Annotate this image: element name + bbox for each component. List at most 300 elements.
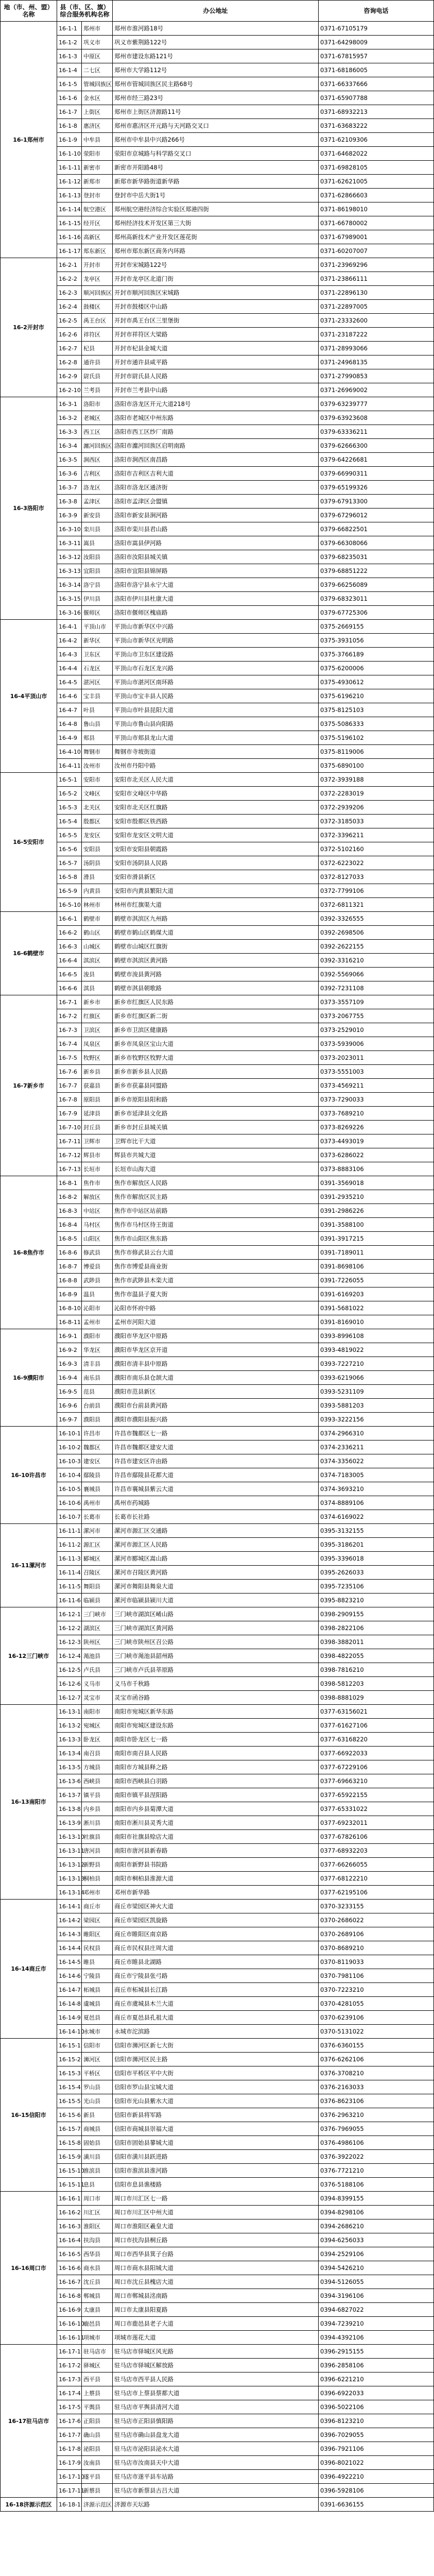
address-cell: 南阳市唐河县新春路 [113, 1844, 319, 1858]
row-id-cell: 16-3-11 [57, 536, 82, 550]
address-cell: 信阳市浉河区新七大街 [113, 2039, 319, 2053]
table-row [1, 300, 434, 314]
row-id-cell: 16-13-9 [57, 1816, 82, 1830]
county-name-cell: 唐河县 [82, 1844, 113, 1858]
phone-cell: 0372-2939206 [319, 801, 434, 815]
county-name-cell: 舞钢市 [82, 745, 113, 759]
row-id-cell: 16-10-7 [57, 1510, 82, 1524]
phone-cell: 0376-7721210 [319, 2164, 434, 2178]
table-row [1, 856, 434, 870]
county-name-cell: 商城县 [82, 2122, 113, 2136]
table-row [1, 22, 434, 36]
phone-cell: 0396-5928106 [319, 2484, 434, 2498]
phone-cell: 0370-8689210 [319, 1941, 434, 1955]
row-id-cell: 16-1-3 [57, 49, 82, 63]
county-name-cell: 驻马店市 [82, 2345, 113, 2359]
table-row [1, 202, 434, 216]
row-id-cell: 16-10-2 [57, 1440, 82, 1454]
table-row [1, 2261, 434, 2275]
county-name-cell: 罗山县 [82, 2080, 113, 2094]
row-id-cell: 16-5-1 [57, 773, 82, 787]
table-row [1, 328, 434, 342]
table-row [1, 2386, 434, 2400]
table-row [1, 481, 434, 495]
county-name-cell: 杞县 [82, 342, 113, 355]
county-name-cell: 安阳市 [82, 773, 113, 787]
phone-cell: 0370-3233155 [319, 1900, 434, 1913]
county-name-cell: 虞城县 [82, 1997, 113, 2011]
county-name-cell: 陕州区 [82, 1635, 113, 1649]
phone-cell: 0373-2529010 [319, 1023, 434, 1037]
county-name-cell: 召陵区 [82, 1566, 113, 1580]
table-row [1, 1760, 434, 1774]
county-name-cell: 孟津区 [82, 495, 113, 509]
county-name-cell: 宜阳县 [82, 564, 113, 578]
phone-cell: 0371-67815957 [319, 49, 434, 63]
address-cell: 周口市川汇区中州大道 [113, 2206, 319, 2219]
row-id-cell: 16-7-12 [57, 1148, 82, 1162]
table-row [1, 717, 434, 731]
address-cell: 鹤壁市山城区红旗街 [113, 940, 319, 954]
city-name-cell: 16-16周口市 [1, 2192, 57, 2345]
phone-cell: 0379-63336211 [319, 425, 434, 439]
table-row [1, 675, 434, 689]
table-row [1, 1621, 434, 1635]
row-id-cell: 16-5-2 [57, 787, 82, 801]
phone-cell: 0371-66337666 [319, 77, 434, 91]
row-id-cell: 16-4-3 [57, 648, 82, 662]
phone-cell: 0398-2909155 [319, 1607, 434, 1621]
row-id-cell: 16-10-1 [57, 1427, 82, 1440]
county-name-cell: 山阳区 [82, 1232, 113, 1246]
row-id-cell: 16-3-7 [57, 481, 82, 495]
row-id-cell: 16-3-3 [57, 425, 82, 439]
row-id-cell: 16-5-3 [57, 801, 82, 815]
table-row [1, 1913, 434, 1927]
table-row [1, 1482, 434, 1496]
address-cell: 开封市尉氏县人民路 [113, 369, 319, 383]
address-cell: 濮阳市濮阳县振兴路 [113, 1413, 319, 1427]
address-cell: 开封市兰考县中山路 [113, 383, 319, 397]
row-id-cell: 16-1-6 [57, 91, 82, 105]
phone-cell: 0379-63923608 [319, 411, 434, 425]
row-id-cell: 16-9-3 [57, 1357, 82, 1371]
county-name-cell: 邓州市 [82, 1886, 113, 1900]
row-id-cell: 16-7-3 [57, 1023, 82, 1037]
phone-cell: 0371-28993066 [319, 342, 434, 355]
row-id-cell: 16-16-5 [57, 2247, 82, 2261]
table-row [1, 2275, 434, 2289]
address-cell: 信阳市新县将军路 [113, 2108, 319, 2122]
row-id-cell: 16-13-5 [57, 1760, 82, 1774]
phone-cell: 0377-69232011 [319, 1816, 434, 1830]
row-id-cell: 16-4-5 [57, 675, 82, 689]
county-name-cell: 航空港区 [82, 202, 113, 216]
table-row [1, 2094, 434, 2108]
phone-cell: 0371-67989001 [319, 230, 434, 244]
row-id-cell: 16-4-7 [57, 703, 82, 717]
address-cell: 商丘市柘城县长江路 [113, 1983, 319, 1997]
county-name-cell: 鹤山区 [82, 926, 113, 940]
table-row [1, 230, 434, 244]
row-id-cell: 16-16-8 [57, 2289, 82, 2303]
row-id-cell: 16-12-6 [57, 1677, 82, 1691]
phone-cell: 0391-3588100 [319, 1218, 434, 1232]
table-row [1, 383, 434, 397]
county-name-cell: 辉县市 [82, 1148, 113, 1162]
address-cell: 焦作市中站区站前路 [113, 1204, 319, 1218]
row-id-cell: 16-14-2 [57, 1913, 82, 1927]
phone-cell: 0376-4986106 [319, 2136, 434, 2150]
row-id-cell: 16-4-10 [57, 745, 82, 759]
phone-cell: 0377-63156021 [319, 1705, 434, 1719]
phone-cell: 0391-3569018 [319, 1176, 434, 1190]
county-name-cell: 内乡县 [82, 1802, 113, 1816]
table-row [1, 439, 434, 453]
phone-cell: 0392-3316210 [319, 954, 434, 968]
table-row [1, 648, 434, 662]
row-id-cell: 16-3-8 [57, 495, 82, 509]
row-id-cell: 16-8-8 [57, 1274, 82, 1287]
row-id-cell: 16-2-9 [57, 369, 82, 383]
row-id-cell: 16-14-10 [57, 2025, 82, 2039]
row-id-cell: 16-16-7 [57, 2275, 82, 2289]
row-id-cell: 16-13-3 [57, 1733, 82, 1747]
row-id-cell: 16-6-2 [57, 926, 82, 940]
row-id-cell: 16-10-5 [57, 1482, 82, 1496]
row-id-cell: 16-16-4 [57, 2233, 82, 2247]
county-name-cell: 吉利区 [82, 467, 113, 481]
table-row [1, 1190, 434, 1204]
phone-cell: 0371-63683222 [319, 119, 434, 133]
phone-cell: 0372-3939188 [319, 773, 434, 787]
row-id-cell: 16-3-16 [57, 606, 82, 620]
table-row [1, 1552, 434, 1566]
row-id-cell: 16-2-3 [57, 286, 82, 300]
county-name-cell: 光山县 [82, 2094, 113, 2108]
county-name-cell: 睢县 [82, 1955, 113, 1969]
row-id-cell: 16-2-2 [57, 272, 82, 286]
phone-cell: 0396-7029055 [319, 2428, 434, 2442]
phone-cell: 0377-66266055 [319, 1858, 434, 1872]
table-row [1, 1051, 434, 1065]
row-id-cell: 16-13-13 [57, 1872, 82, 1886]
county-name-cell: 许昌市 [82, 1427, 113, 1440]
county-name-cell: 商水县 [82, 2261, 113, 2275]
address-cell: 南阳市镇平县涅阳路 [113, 1788, 319, 1802]
phone-cell: 0391-8698106 [319, 1260, 434, 1274]
row-id-cell: 16-11-3 [57, 1552, 82, 1566]
table-row [1, 787, 434, 801]
county-name-cell: 永城市 [82, 2025, 113, 2039]
table-row [1, 1413, 434, 1427]
county-name-cell: 南乐县 [82, 1371, 113, 1385]
phone-cell: 0379-66308066 [319, 536, 434, 550]
address-cell: 开封市顺河回族区宋城路 [113, 286, 319, 300]
county-name-cell: 武陟县 [82, 1274, 113, 1287]
address-cell: 平顶山市叶县昆阳大道 [113, 703, 319, 717]
city-name-cell: 16-4平顶山市 [1, 620, 57, 773]
table-row [1, 216, 434, 230]
address-cell: 洛阳市嵩县伊河路 [113, 536, 319, 550]
county-name-cell: 渑池县 [82, 1649, 113, 1663]
table-row [1, 1287, 434, 1301]
row-id-cell: 16-2-6 [57, 328, 82, 342]
phone-cell: 0374-7183005 [319, 1468, 434, 1482]
row-id-cell: 16-14-3 [57, 1927, 82, 1941]
table-row [1, 1023, 434, 1037]
county-name-cell: 汝阳县 [82, 550, 113, 564]
address-cell: 漯河市源汇区人民路 [113, 1538, 319, 1552]
table-row [1, 1260, 434, 1274]
county-name-cell: 湛河区 [82, 675, 113, 689]
row-id-cell: 16-13-6 [57, 1774, 82, 1788]
address-cell: 邓州市新华路 [113, 1886, 319, 1900]
county-name-cell: 确山县 [82, 2428, 113, 2442]
county-name-cell: 遂平县 [82, 2470, 113, 2484]
row-id-cell: 16-2-1 [57, 258, 82, 272]
county-name-cell: 温县 [82, 1287, 113, 1301]
address-cell: 洛阳市西工区纱厂南路 [113, 425, 319, 439]
table-row [1, 119, 434, 133]
address-cell: 郑州市管城回族区民主路68号 [113, 77, 319, 91]
county-name-cell: 中站区 [82, 1204, 113, 1218]
address-cell: 濮阳市华龙区京开道 [113, 1343, 319, 1357]
address-cell: 焦作市马村区待王街道 [113, 1218, 319, 1232]
phone-cell: 0395-3396018 [319, 1552, 434, 1566]
address-cell: 周口市鹿邑县老子大道 [113, 2317, 319, 2331]
address-cell: 长垣市山海大道 [113, 1162, 319, 1176]
city-name-cell: 16-15信阳市 [1, 2039, 57, 2192]
county-name-cell: 中原区 [82, 49, 113, 63]
address-cell: 许昌市襄城县紫云大道 [113, 1482, 319, 1496]
phone-cell: 0394-2529106 [319, 2247, 434, 2261]
phone-cell: 0379-67296012 [319, 509, 434, 522]
county-name-cell: 郏县 [82, 731, 113, 745]
address-cell: 洛阳市宜阳县锦屏路 [113, 564, 319, 578]
phone-cell: 0373-3557109 [319, 995, 434, 1009]
row-id-cell: 16-1-7 [57, 105, 82, 119]
phone-cell: 0377-66922033 [319, 1747, 434, 1760]
row-id-cell: 16-9-2 [57, 1343, 82, 1357]
phone-cell: 0394-8399155 [319, 2192, 434, 2206]
row-id-cell: 16-7-9 [57, 1107, 82, 1121]
address-cell: 平顶山市鲁山县向阳路 [113, 717, 319, 731]
table-row [1, 703, 434, 717]
address-cell: 郑州市上街区济源路11号 [113, 105, 319, 119]
phone-cell: 0371-69828105 [319, 161, 434, 175]
phone-cell: 0373-5551003 [319, 1065, 434, 1079]
table-row [1, 2414, 434, 2428]
table-row [1, 1468, 434, 1482]
city-name-cell: 16-12三门峡市 [1, 1607, 57, 1705]
row-id-cell: 16-7-2 [57, 1009, 82, 1023]
row-id-cell: 16-5-6 [57, 842, 82, 856]
row-id-cell: 16-1-17 [57, 244, 82, 258]
county-name-cell: 宛城区 [82, 1719, 113, 1733]
county-name-cell: 卫滨区 [82, 1023, 113, 1037]
phone-cell: 0379-64226681 [319, 453, 434, 467]
header-phone: 咨询电话 [319, 1, 434, 22]
table-row [1, 1677, 434, 1691]
county-name-cell: 汝州市 [82, 759, 113, 773]
table-row [1, 1788, 434, 1802]
row-id-cell: 16-10-4 [57, 1468, 82, 1482]
table-row [1, 578, 434, 592]
row-id-cell: 16-17-11 [57, 2484, 82, 2498]
county-name-cell: 中牟县 [82, 133, 113, 147]
table-row [1, 1218, 434, 1232]
address-cell: 郑州市经三路23号 [113, 91, 319, 105]
table-row [1, 495, 434, 509]
table-row [1, 1093, 434, 1107]
phone-cell: 0377-63168220 [319, 1733, 434, 1747]
phone-cell: 0396-8123210 [319, 2414, 434, 2428]
county-name-cell: 商丘市 [82, 1900, 113, 1913]
address-cell: 信阳市浉河区民主路 [113, 2053, 319, 2066]
row-id-cell: 16-9-6 [57, 1399, 82, 1413]
phone-cell: 0371-60207007 [319, 244, 434, 258]
phone-cell: 0391-7189011 [319, 1246, 434, 1260]
row-id-cell: 16-1-15 [57, 216, 82, 230]
phone-cell: 0379-68323011 [319, 592, 434, 606]
table-row [1, 161, 434, 175]
county-name-cell: 开封市 [82, 258, 113, 272]
county-name-cell: 郑州市 [82, 22, 113, 36]
county-name-cell: 卢氏县 [82, 1663, 113, 1677]
table-row [1, 342, 434, 355]
phone-cell: 0393-8996108 [319, 1329, 434, 1343]
phone-cell: 0395-3132155 [319, 1524, 434, 1538]
county-name-cell: 洛阳市 [82, 397, 113, 411]
row-id-cell: 16-17-7 [57, 2428, 82, 2442]
phone-cell: 0392-7231108 [319, 981, 434, 995]
row-id-cell: 16-5-7 [57, 856, 82, 870]
phone-cell: 0379-67725306 [319, 606, 434, 620]
address-cell: 信阳市潢川县跃进路 [113, 2150, 319, 2164]
phone-cell: 0370-5131022 [319, 2025, 434, 2039]
address-cell: 安阳市内黄县繁阳大道 [113, 884, 319, 898]
phone-cell: 0371-62866603 [319, 189, 434, 202]
table-row [1, 1121, 434, 1134]
table-row [1, 2484, 434, 2498]
phone-cell: 0371-26969002 [319, 383, 434, 397]
address-cell: 濮阳市台前县黄河路 [113, 1399, 319, 1413]
phone-cell: 0376-6262106 [319, 2053, 434, 2066]
phone-cell: 0394-6827022 [319, 2303, 434, 2317]
county-name-cell: 延津县 [82, 1107, 113, 1121]
table-row [1, 2359, 434, 2372]
row-id-cell: 16-7-1 [57, 995, 82, 1009]
phone-cell: 0374-2966310 [319, 1427, 434, 1440]
row-id-cell: 16-10-6 [57, 1496, 82, 1510]
phone-cell: 0371-22896130 [319, 286, 434, 300]
county-name-cell: 浚县 [82, 968, 113, 981]
county-name-cell: 济源示范区 [82, 2498, 113, 2512]
table-row [1, 828, 434, 842]
table-row [1, 1635, 434, 1649]
row-id-cell: 16-6-3 [57, 940, 82, 954]
row-id-cell: 16-17-10 [57, 2470, 82, 2484]
row-id-cell: 16-8-3 [57, 1204, 82, 1218]
phone-cell: 0377-61627106 [319, 1719, 434, 1733]
table-row [1, 1816, 434, 1830]
table-row [1, 1538, 434, 1552]
address-cell: 南阳市方城县释之路 [113, 1760, 319, 1774]
phone-cell: 0375-4930612 [319, 675, 434, 689]
table-row [1, 1830, 434, 1844]
phone-cell: 0379-68851222 [319, 564, 434, 578]
table-row [1, 286, 434, 300]
row-id-cell: 16-8-4 [57, 1218, 82, 1232]
table-row [1, 2470, 434, 2484]
table-row [1, 1872, 434, 1886]
county-name-cell: 台前县 [82, 1399, 113, 1413]
phone-cell: 0379-65199326 [319, 481, 434, 495]
table-row [1, 509, 434, 522]
address-cell: 焦作市解放区民主路 [113, 1190, 319, 1204]
phone-cell: 0371-22897005 [319, 300, 434, 314]
address-cell: 洛阳市栾川县君山路 [113, 522, 319, 536]
phone-cell: 0395-8823210 [319, 1594, 434, 1607]
table-row [1, 453, 434, 467]
county-name-cell: 新乡县 [82, 1065, 113, 1079]
table-row [1, 1427, 434, 1440]
county-name-cell: 潢川县 [82, 2150, 113, 2164]
city-name-cell: 16-17驻马店市 [1, 2345, 57, 2498]
phone-cell: 0371-23187222 [319, 328, 434, 342]
row-id-cell: 16-9-4 [57, 1371, 82, 1385]
phone-cell: 0379-67913300 [319, 495, 434, 509]
phone-cell: 0370-7981106 [319, 1969, 434, 1983]
row-id-cell: 16-15-6 [57, 2108, 82, 2122]
phone-cell: 0376-5188106 [319, 2178, 434, 2192]
county-name-cell: 方城县 [82, 1760, 113, 1774]
table-row [1, 36, 434, 49]
county-name-cell: 兰考县 [82, 383, 113, 397]
phone-cell: 0393-5231109 [319, 1385, 434, 1399]
county-name-cell: 淅川县 [82, 1816, 113, 1830]
row-id-cell: 16-9-7 [57, 1413, 82, 1427]
address-cell: 洛阳市吉利区吉利大道 [113, 467, 319, 481]
phone-cell: 0398-5812203 [319, 1677, 434, 1691]
table-row [1, 773, 434, 787]
address-cell: 安阳市殷都区铁西路 [113, 815, 319, 828]
phone-cell: 0374-3693210 [319, 1482, 434, 1496]
phone-cell: 0391-6636155 [319, 2498, 434, 2512]
row-id-cell: 16-8-10 [57, 1301, 82, 1315]
county-name-cell: 郑东新区 [82, 244, 113, 258]
county-name-cell: 内黄县 [82, 884, 113, 898]
table-row [1, 536, 434, 550]
address-cell: 焦作市解放区人民路 [113, 1176, 319, 1190]
phone-cell: 0396-6221210 [319, 2372, 434, 2386]
address-cell: 驻马店市驿城区解放路 [113, 2359, 319, 2372]
phone-cell: 0394-2686210 [319, 2219, 434, 2233]
county-name-cell: 金水区 [82, 91, 113, 105]
county-name-cell: 文峰区 [82, 787, 113, 801]
county-name-cell: 义马市 [82, 1677, 113, 1691]
table-row [1, 1691, 434, 1705]
table-row [1, 620, 434, 634]
row-id-cell: 16-15-3 [57, 2066, 82, 2080]
table-row [1, 1997, 434, 2011]
county-name-cell: 湖滨区 [82, 1621, 113, 1635]
table-row [1, 1232, 434, 1246]
phone-cell: 0392-2698506 [319, 926, 434, 940]
phone-cell: 0377-69663210 [319, 1774, 434, 1788]
address-cell: 三门峡市陕州区召公路 [113, 1635, 319, 1649]
